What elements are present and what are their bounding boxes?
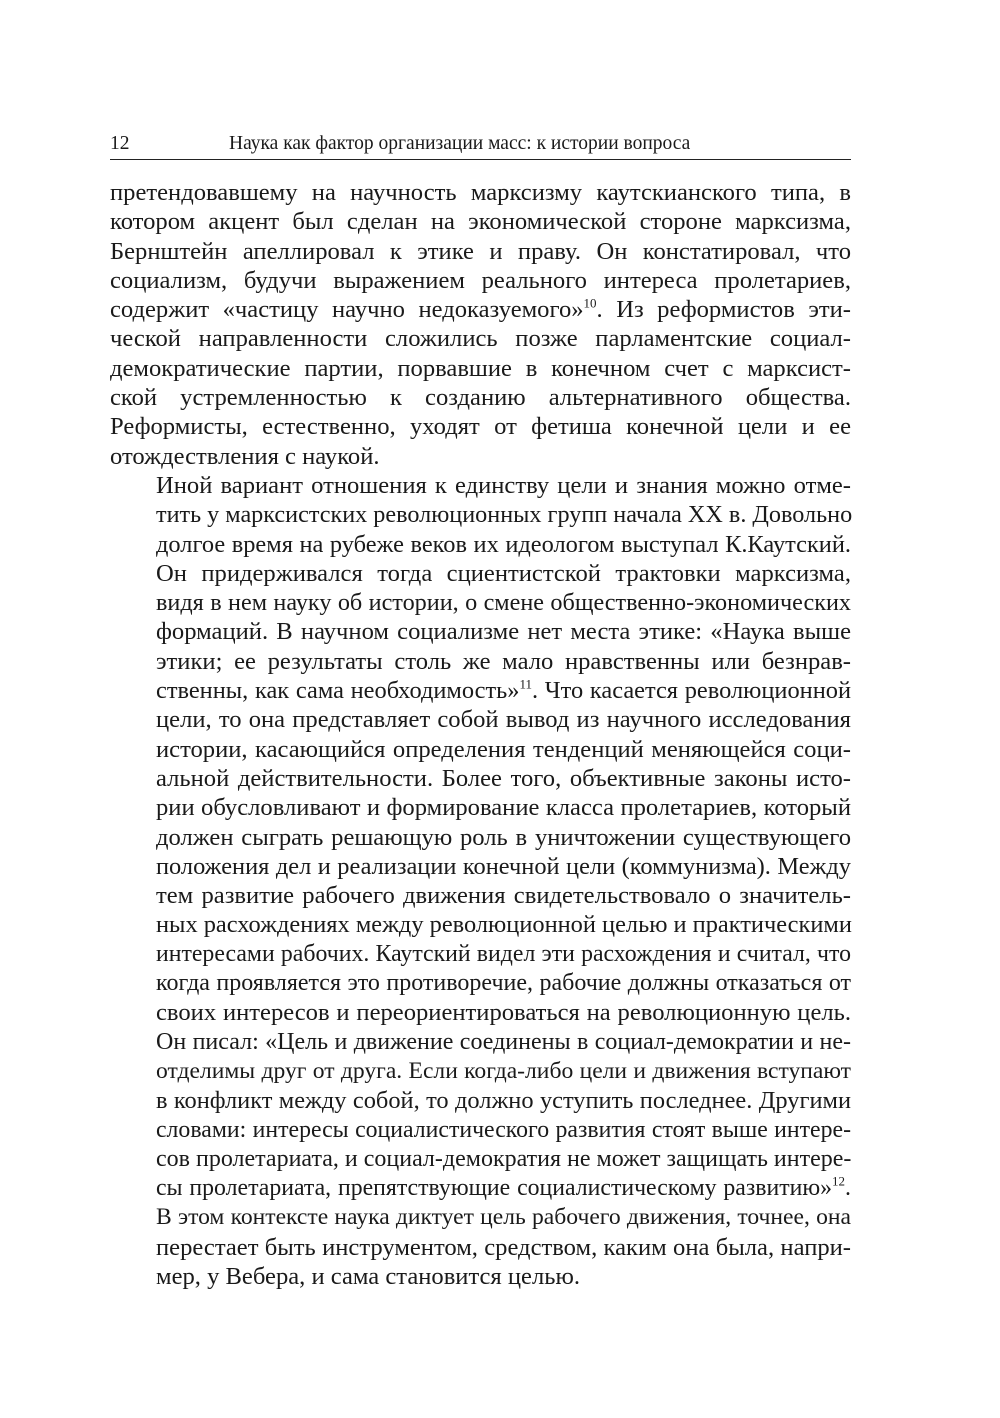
text-line: Реформисты, естественно, уходят от фетиша конечной цели и ее <box>110 413 851 441</box>
line-text: содержит «частицу научно недоказуемого» <box>110 296 584 324</box>
paragraph <box>110 178 851 471</box>
text-line: когда проявляется это противоречие, рабочие должны отказаться от <box>156 970 851 997</box>
text-line: рии обусловливают и формирование класса пролетариев, который <box>156 794 851 822</box>
text-line: тить у марксистских революционных групп начала XX в. Довольно <box>156 501 853 529</box>
line-text: сы пролетариата, препятствующие социалистическому развитию» <box>156 1175 833 1202</box>
text-line: ской устремленностью к созданию альтернативного общества. <box>110 384 851 412</box>
line-text-continued: . Из реформистов эти- <box>596 296 851 324</box>
text-line: Он придерживался тогда сциентистской трактовки марксизма, <box>156 559 851 587</box>
text-line: ческой направленности сложились позже парламентские социал- <box>110 325 851 353</box>
body-text <box>110 178 851 1291</box>
text-line: отделимы друг от друга. Если когда-либо цели и движения вступают <box>156 1057 851 1084</box>
text-line: долгое время на рубеже веков их идеологом выступал К.Каутский. <box>156 530 851 558</box>
line-text: ственны, как сама необходимость» <box>156 677 520 705</box>
text-line: должен сыграть решающую роль в уничтожении существующего <box>156 823 851 851</box>
line-text-continued: . <box>845 1175 851 1202</box>
running-title: Наука как фактор организации масс: к истории вопроса <box>229 133 691 154</box>
text-line <box>110 676 851 705</box>
text-line: В этом контексте наука диктует цель рабочего движения, точнее, она <box>156 1204 851 1231</box>
text-line: Бернштейн апеллировал к этике и праву. Он констатировал, что <box>110 237 851 265</box>
text-line: Иной вариант отношения к единству цели и знания можно отме- <box>156 471 851 499</box>
text-line <box>110 295 851 324</box>
text-line: отождествления с наукой. <box>110 442 380 470</box>
footnote-reference: 10 <box>583 295 597 311</box>
text-line: демократические партии, порвавшие в конечном счет с марксист- <box>110 354 851 382</box>
running-head <box>110 131 851 160</box>
text-line: этики; ее результаты столь же мало нравственны или безнрав- <box>156 647 851 675</box>
text-line: тем развитие рабочего движения свидетельствовало о значитель- <box>156 882 851 910</box>
text-line: Он писал: «Цель и движение соединены в социал-демократии и не- <box>156 1028 851 1055</box>
page-number: 12 <box>110 133 130 154</box>
text-line: перестает быть инструментом, средством, каким она была, напри- <box>156 1233 851 1261</box>
text-line: видя в нем науку об истории, о смене общественно-экономических <box>156 589 851 617</box>
text-line: интересами рабочих. Каутский видел эти расхождения и считал, что <box>156 940 851 967</box>
text-line <box>110 1174 851 1203</box>
text-line: ных расхождениях между революционной целью и практическими <box>156 911 852 939</box>
paragraph <box>110 471 851 1291</box>
line-text-continued: . Что касается революционной <box>531 677 851 705</box>
text-line: истории, касающийся определения тенденций меняющейся соци- <box>156 735 851 763</box>
footnote-reference: 12 <box>832 1173 846 1189</box>
footnote-reference: 11 <box>519 676 532 692</box>
text-line: цели, то она представляет собой вывод из научного исследования <box>156 706 851 734</box>
text-line: претендовавшему на научность марксизму каутскианского типа, в <box>110 179 851 206</box>
text-line: мер, у Вебера, и сама становится целью. <box>156 1262 580 1290</box>
text-line: словами: интересы социалистического развития стоят выше интере- <box>156 1116 851 1143</box>
text-line: котором акцент был сделан на экономической стороне марксизма, <box>110 208 851 236</box>
text-line: формаций. В научном социализме нет места этике: «Наука выше <box>156 618 851 646</box>
text-line: в конфликт между собой, то должно уступить последнее. Другими <box>156 1087 851 1115</box>
text-line: социализм, будучи выражением реального интереса пролетариев, <box>110 266 851 294</box>
text-line: своих интересов и переориентироваться на революционную цель. <box>156 999 851 1027</box>
text-line: альной действительности. Более того, объективные законы исто- <box>156 764 851 792</box>
text-line: положения дел и реализации конечной цели (коммунизма). Между <box>156 852 851 880</box>
text-line: сов пролетариата, и социал-демократия не может защищать интере- <box>156 1145 852 1172</box>
